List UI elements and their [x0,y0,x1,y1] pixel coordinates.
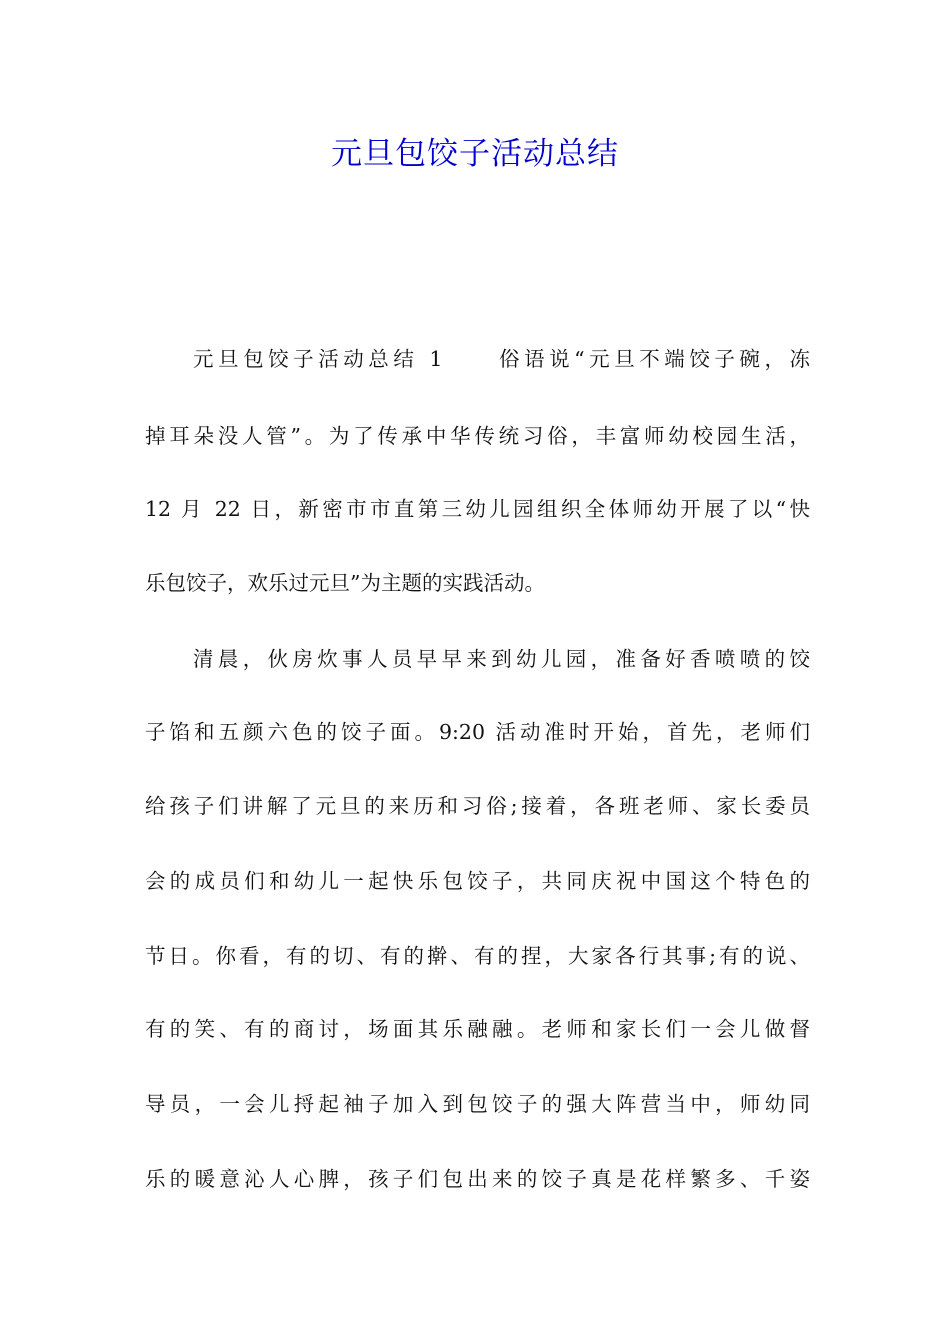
paragraph-2-line-8: 乐的暖意沁人心脾，孩子们包出来的饺子真是花样繁多、千姿 [145,1167,810,1191]
paragraph-2-line-7: 导员，一会儿捋起袖子加入到包饺子的强大阵营当中，师幼同 [145,1092,810,1116]
paragraph-1-first-line-text: 俗语说“元旦不端饺子碗，冻 [494,347,811,371]
paragraph-1-line-1 [193,344,810,374]
paragraph-2-line-6: 有的笑、有的商讨，场面其乐融融。老师和家长们一会儿做督 [145,1017,810,1041]
document-title: 元旦包饺子活动总结 [331,136,619,172]
paragraph-2-line-4: 会的成员们和幼儿一起快乐包饺子，共同庆祝中国这个特色的 [145,869,810,893]
section-heading: 元旦包饺子活动总结 1 [193,347,443,371]
paragraph-1-line-3: 12 月 22 日，新密市市直第三幼儿园组织全体师幼开展了以“快 [145,497,810,521]
paragraph-2-line-3: 给孩子们讲解了元旦的来历和习俗;接着，各班老师、家长委员 [145,794,810,818]
paragraph-2-line-5: 节日。你看，有的切、有的擀、有的捏，大家各行其事;有的说、 [145,944,810,968]
paragraph-2-line-2: 子馅和五颜六色的饺子面。9:20 活动准时开始，首先，老师们 [145,720,810,744]
paragraph-1-line-4: 乐包饺子，欢乐过元旦”为主题的实践活动。 [145,571,545,595]
paragraph-1-line-2: 掉耳朵没人管”。为了传承中华传统习俗，丰富师幼校园生活， [145,424,810,448]
paragraph-2-line-1: 清晨，伙房炊事人员早早来到幼儿园，准备好香喷喷的饺 [193,647,810,671]
